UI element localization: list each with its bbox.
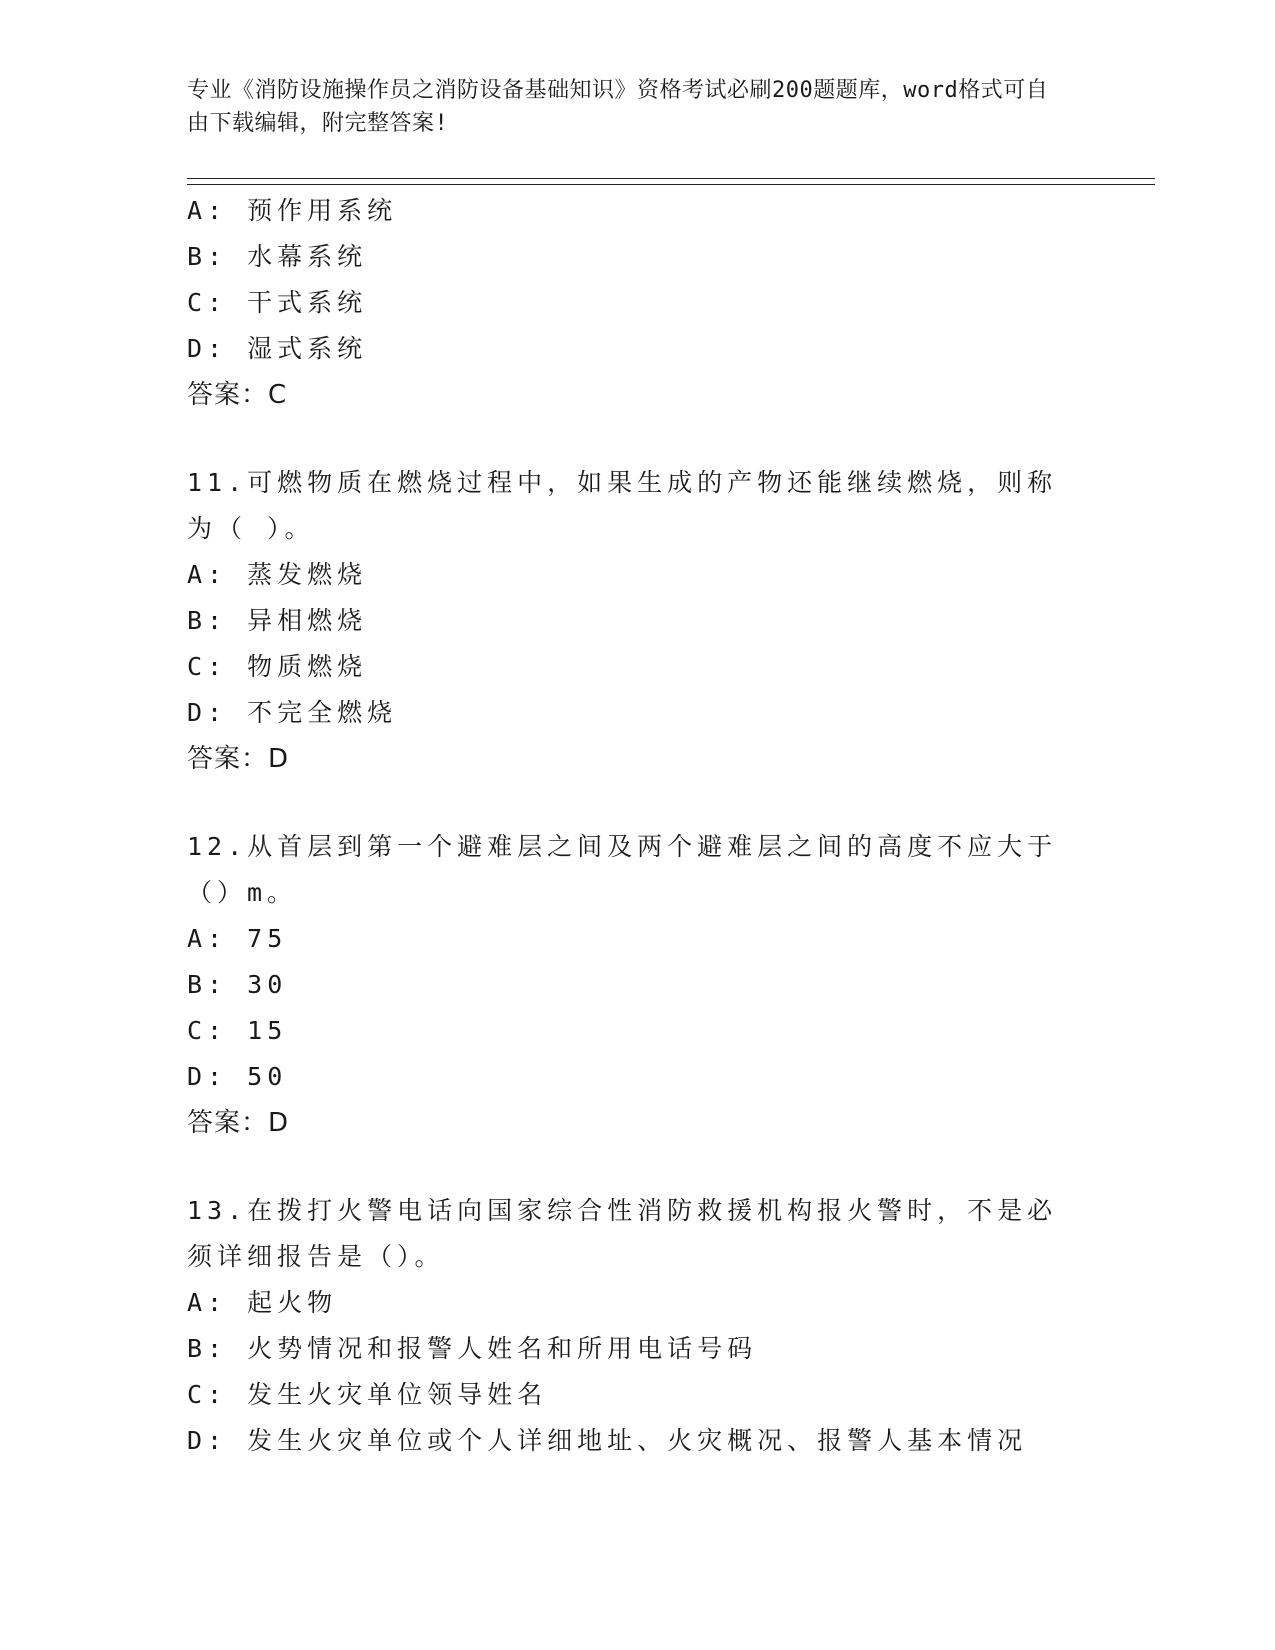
header-divider-bottom [187, 184, 1155, 185]
question-12 [187, 824, 1087, 1146]
question-11 [187, 460, 1087, 782]
option-a: A: 起火物 [187, 1288, 338, 1317]
question-stem: 11.可燃物质在燃烧过程中，如果生成的产物还能继续燃烧，则称为（ ）。 [187, 468, 1058, 543]
option-d: D: 不完全燃烧 [187, 698, 398, 727]
option-a: A: 预作用系统 [187, 196, 398, 225]
option-a: A: 75 [187, 924, 288, 953]
option-c: C: 干式系统 [187, 288, 368, 317]
question-10 [187, 188, 1087, 418]
answer-label: 答案：C [187, 380, 288, 410]
option-d: D: 湿式系统 [187, 334, 368, 363]
option-c: C: 发生火灾单位领导姓名 [187, 1380, 548, 1409]
option-d: D: 50 [187, 1062, 288, 1091]
option-a: A: 蒸发燃烧 [187, 560, 368, 589]
header-divider-top [187, 178, 1155, 179]
option-b: B: 火势情况和报警人姓名和所用电话号码 [187, 1334, 758, 1363]
answer-label: 答案：D [187, 1108, 290, 1138]
option-b: B: 水幕系统 [187, 242, 368, 271]
option-b: B: 30 [187, 970, 288, 999]
option-c: C: 15 [187, 1016, 288, 1045]
question-list [187, 188, 1087, 1464]
question-13 [187, 1188, 1087, 1464]
answer-label: 答案：D [187, 744, 290, 774]
option-d: D: 发生火灾单位或个人详细地址、火灾概况、报警人基本情况 [187, 1426, 1028, 1455]
document-header: 专业《消防设施操作员之消防设备基础知识》资格考试必刷200题题库，word格式可自由下载编辑，附完整答案! [187, 78, 1049, 136]
question-stem: 13.在拨打火警电话向国家综合性消防救援机构报火警时，不是必须详细报告是（）。 [187, 1196, 1058, 1271]
option-b: B: 异相燃烧 [187, 606, 368, 635]
option-c: C: 物质燃烧 [187, 652, 368, 681]
question-stem: 12.从首层到第一个避难层之间及两个避难层之间的高度不应大于（）m。 [187, 832, 1058, 907]
